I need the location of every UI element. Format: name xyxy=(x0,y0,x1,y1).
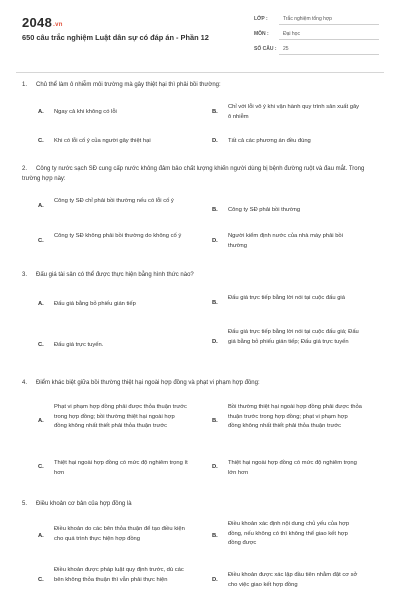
question-stem xyxy=(22,80,377,90)
option-letter: C. xyxy=(38,577,44,583)
option-a[interactable] xyxy=(38,197,188,219)
option-letter: A. xyxy=(38,203,44,209)
option-c[interactable] xyxy=(38,232,188,254)
option-letter: A. xyxy=(38,109,44,115)
option-text: Người kiểm định nước của nhà máy phải bồi thường xyxy=(228,233,343,249)
header-divider xyxy=(16,72,384,73)
option-a[interactable] xyxy=(38,525,188,547)
option-c[interactable] xyxy=(38,137,188,149)
option-b[interactable] xyxy=(212,206,372,218)
option-letter: D. xyxy=(212,138,218,144)
question-number: 1. xyxy=(22,82,28,88)
option-letter: B. xyxy=(212,300,218,306)
question-text: Điều khoản cơ bản của hợp đồng là xyxy=(36,501,132,507)
question-number: 4. xyxy=(22,380,28,386)
option-a[interactable] xyxy=(38,108,188,120)
option-b[interactable] xyxy=(212,520,372,552)
option-b[interactable] xyxy=(212,103,372,125)
question-stem xyxy=(22,499,377,509)
meta-label: SỐ CÂU : xyxy=(254,46,277,52)
option-text: Điều khoản được pháp luật quy định trước, dù các bên không thỏa thuận thì vẫn phải thực hiện xyxy=(54,567,184,583)
option-letter: D. xyxy=(212,339,218,345)
option-text: Công ty SĐ phải bồi thường xyxy=(228,207,301,213)
question-number: 3. xyxy=(22,272,28,278)
document-header xyxy=(0,0,400,72)
option-d[interactable] xyxy=(212,459,372,481)
option-a[interactable] xyxy=(38,403,188,445)
option-text: Công ty SĐ chỉ phải bồi thường nếu có lỗi cố ý xyxy=(54,198,174,204)
option-d[interactable] xyxy=(212,328,372,360)
question-text: Công ty nước sạch SĐ cung cấp nước không đảm bảo chất lượng khiến người dùng bị bệnh đường ruột và đau mắt. Trong trường hợp này: xyxy=(22,166,365,182)
site-logo[interactable] xyxy=(22,15,63,30)
question-stem xyxy=(22,378,377,388)
option-c[interactable] xyxy=(38,459,188,481)
meta-value: Trắc nghiệm tổng hợp xyxy=(283,16,332,22)
option-letter: C. xyxy=(38,464,44,470)
option-text: Ngay cả khi không có lỗi xyxy=(54,109,117,115)
option-text: Phạt vi phạm hợp đồng phải được thỏa thuận trước trong hợp đồng; bồi thường thiệt hại ngoài hợp đồng không nhất thiết phải thỏa thuận trước xyxy=(54,404,187,429)
meta-value: Đại học xyxy=(283,31,300,37)
logo-text: 2048 xyxy=(22,15,53,30)
meta-row-class xyxy=(251,16,379,31)
option-a[interactable] xyxy=(38,300,188,312)
document-title: 650 câu trắc nghiệm Luật dân sự có đáp án - Phần 12 xyxy=(22,33,209,42)
option-letter: A. xyxy=(38,418,44,424)
meta-row-subject xyxy=(251,31,379,46)
option-text: Tất cả các phương án đều đúng xyxy=(228,138,311,144)
option-text: Đấu giá bằng bỏ phiếu gián tiếp xyxy=(54,301,136,307)
option-c[interactable] xyxy=(38,341,188,353)
option-letter: D. xyxy=(212,238,218,244)
option-b[interactable] xyxy=(212,403,372,445)
meta-row-count xyxy=(251,46,379,61)
option-letter: B. xyxy=(212,207,218,213)
question-stem xyxy=(22,164,377,184)
option-letter: B. xyxy=(212,418,218,424)
option-text: Thiệt hại ngoài hợp đồng có mức độ nghiêm trọng lớn hơn xyxy=(228,460,357,476)
option-letter: D. xyxy=(212,577,218,583)
option-letter: D. xyxy=(212,464,218,470)
option-text: Thiệt hại ngoài hợp đồng có mức độ nghiêm trọng ít hơn xyxy=(54,460,188,476)
option-letter: C. xyxy=(38,238,44,244)
option-text: Công ty SĐ không phải bồi thường do không cố ý xyxy=(54,233,182,239)
option-text: Điều khoản được xác lập đầu tiên nhằm đặt cơ sở cho việc giao kết hợp đồng xyxy=(228,572,358,588)
option-d[interactable] xyxy=(212,571,372,593)
meta-label: MÔN : xyxy=(254,31,269,37)
option-text: Đấu giá trực tuyến. xyxy=(54,342,104,348)
option-letter: B. xyxy=(212,109,218,115)
option-text: Đấu giá trực tiếp bằng lời nói tại cuộc đấu giá; Đấu giá bằng bỏ phiếu gián tiếp; Đấu giá trực tuyến xyxy=(228,329,359,345)
meta-underline xyxy=(279,54,379,55)
option-letter: B. xyxy=(212,533,218,539)
option-text: Khi có lỗi cố ý của người gây thiệt hại xyxy=(54,138,151,144)
meta-value: 25 xyxy=(283,46,289,52)
option-letter: C. xyxy=(38,342,44,348)
option-text: Bồi thường thiệt hại ngoài hợp đồng phải được thỏa thuận trước trong hợp đồng; phạt vi phạm hợp đồng không nhất thiết phải thỏa thuận trước xyxy=(228,404,362,429)
option-c[interactable] xyxy=(38,566,188,598)
question-number: 2. xyxy=(22,166,28,172)
option-text: Điều khoản do các bên thỏa thuận để tạo điều kiện cho quá trình thực hiện hợp đồng xyxy=(54,526,185,542)
meta-info-box xyxy=(251,16,379,61)
question-text: Điểm khác biệt giữa bồi thường thiệt hại ngoài hợp đồng và phạt vi phạm hợp đồng: xyxy=(36,380,260,386)
option-d[interactable] xyxy=(212,137,372,149)
option-letter: A. xyxy=(38,301,44,307)
option-b[interactable] xyxy=(212,294,372,316)
question-number: 5. xyxy=(22,501,28,507)
option-text: Đấu giá trực tiếp bằng lời nói tại cuộc đấu giá xyxy=(228,295,345,301)
question-stem xyxy=(22,270,377,280)
option-text: Chỉ với lỗi vô ý khi vận hành quy trình sản xuất gây ô nhiễm xyxy=(228,104,360,120)
question-text: Chủ thể làm ô nhiễm môi trường mà gây thiệt hại thì phải bồi thường: xyxy=(36,82,221,88)
question-text: Đấu giá tài sản có thể được thực hiện bằng hình thức nào? xyxy=(36,272,194,278)
meta-label: LỚP : xyxy=(254,16,268,22)
logo-suffix: .vn xyxy=(53,22,63,28)
option-letter: A. xyxy=(38,533,44,539)
option-letter: C. xyxy=(38,138,44,144)
meta-underline xyxy=(279,24,379,25)
option-text: Điều khoản xác định nội dung chủ yếu của hợp đồng, nếu không có thì không thể giao kết hợp đồng được xyxy=(228,521,350,546)
option-d[interactable] xyxy=(212,232,372,254)
meta-underline xyxy=(279,39,379,40)
